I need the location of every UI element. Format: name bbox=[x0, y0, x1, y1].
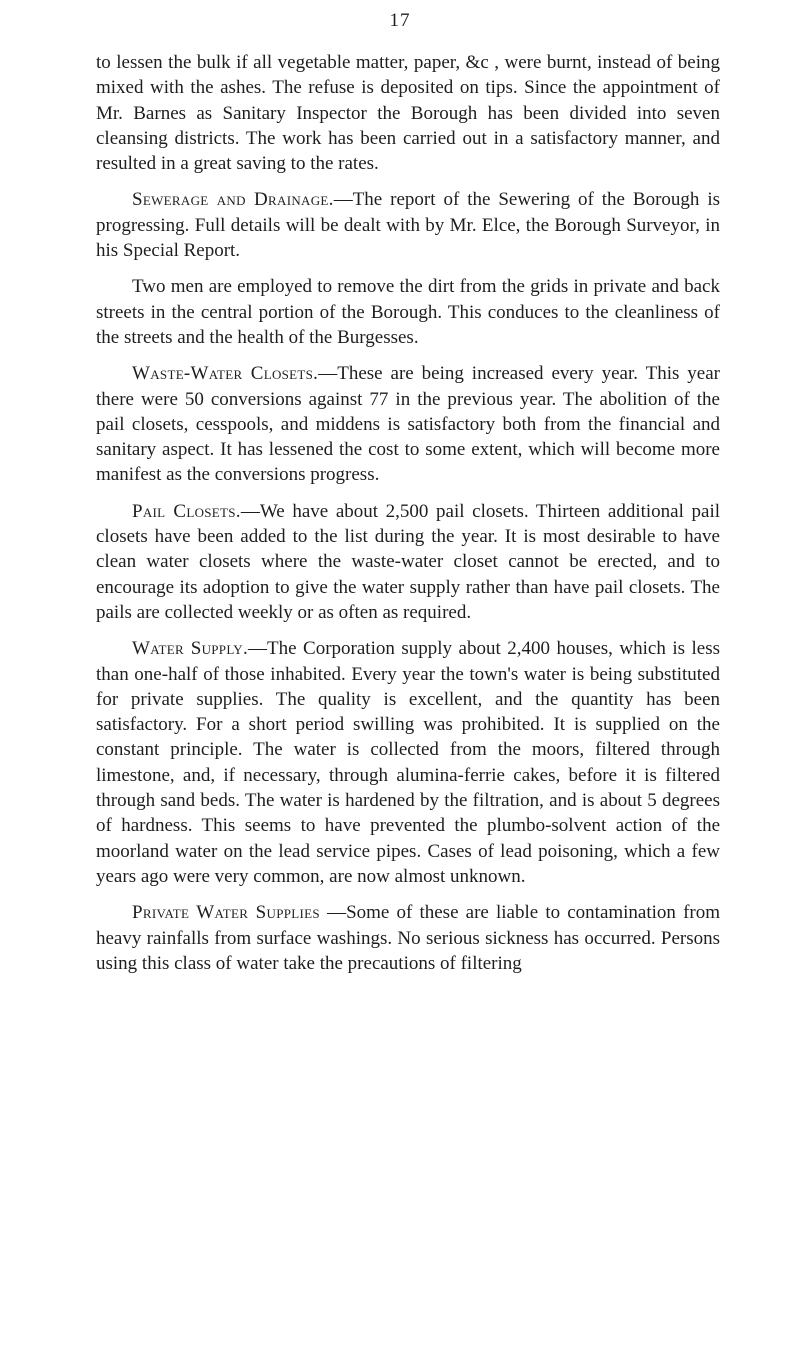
paragraph-text: —These are being increased every year. This year there were 50 conversions against 77 in the previous year. The abolition of the pail closets, cesspools, and middens is satisfactory both from the financial and sanitary aspect. It has lessened the cost to some extent, which will become more manifest as the conversions progress. bbox=[96, 363, 720, 486]
section-heading-private-water-supplies: Private Water Supplies bbox=[132, 902, 320, 924]
paragraph-sewerage bbox=[96, 187, 720, 263]
section-heading-sewerage: Sewerage and Drainage. bbox=[132, 189, 334, 211]
paragraph-text: —Some of these are liable to contamination from heavy rainfalls from surface washings. No serious sickness has occurred. Persons using this class of water take the precautions of filtering bbox=[96, 902, 720, 974]
paragraph-text: —The report of the Sewering of the Borough is progressing. Full details will be dealt with by Mr. Elce, the Borough Surveyor, in his Special Report. bbox=[96, 189, 720, 262]
paragraph-private-water-supplies bbox=[96, 900, 720, 976]
document-body bbox=[96, 50, 720, 987]
paragraph-text: to lessen the bulk if all vegetable matter, paper, &c , were burnt, instead of being mixed with the ashes. The refuse is deposited on tips. Since the appointment of Mr. Barnes as Sanitary Inspector the Borough has been divided into seven cleansing districts. The work has been carried out in a satisfactory manner, and resulted in a great saving to the rates. bbox=[96, 52, 720, 175]
section-heading-waste-water-closets: Waste-Water Closets. bbox=[132, 363, 319, 385]
section-heading-pail-closets: Pail Closets. bbox=[132, 500, 241, 522]
paragraph-grids bbox=[96, 274, 720, 350]
page-number: 17 bbox=[389, 10, 411, 31]
paragraph-text: Two men are employed to remove the dirt from the grids in private and back streets in the central portion of the Borough. This conduces to the cleanliness of the streets and the health of the Burgesses. bbox=[96, 276, 720, 348]
paragraph-refuse bbox=[96, 50, 720, 176]
section-heading-water-supply: Water Supply. bbox=[132, 638, 249, 660]
paragraph-text: —We have about 2,500 pail closets. Thirteen additional pail closets have been added to the list during the year. It is most desirable to have clean water closets where the waste-water closet cannot be erected, and to encourage its adoption to give the water supply rather than have pail closets. The pails are collected weekly or as often as required. bbox=[96, 500, 720, 623]
paragraph-pail-closets bbox=[96, 499, 720, 625]
paragraph-text: —The Corporation supply about 2,400 houses, which is less than one-half of those inhabited. Every year the town's water is being substituted for private supplies. The quality is excellent, and the quantity has been satisfactory. For a short period swilling was prohibited. It is supplied on the constant principle. The water is collected from the moors, filtered through limestone, and, if necessary, through alumina-ferrie cakes, before it is filtered through sand beds. The water is hardened by the filtration, and is about 5 degrees of hardness. This seems to have prevented the plumbo-solvent action of the moorland water on the lead service pipes. Cases of lead poisoning, which a few years ago were very common, are now almost unknown. bbox=[96, 638, 720, 887]
paragraph-waste-water-closets bbox=[96, 361, 720, 487]
paragraph-water-supply bbox=[96, 636, 720, 889]
